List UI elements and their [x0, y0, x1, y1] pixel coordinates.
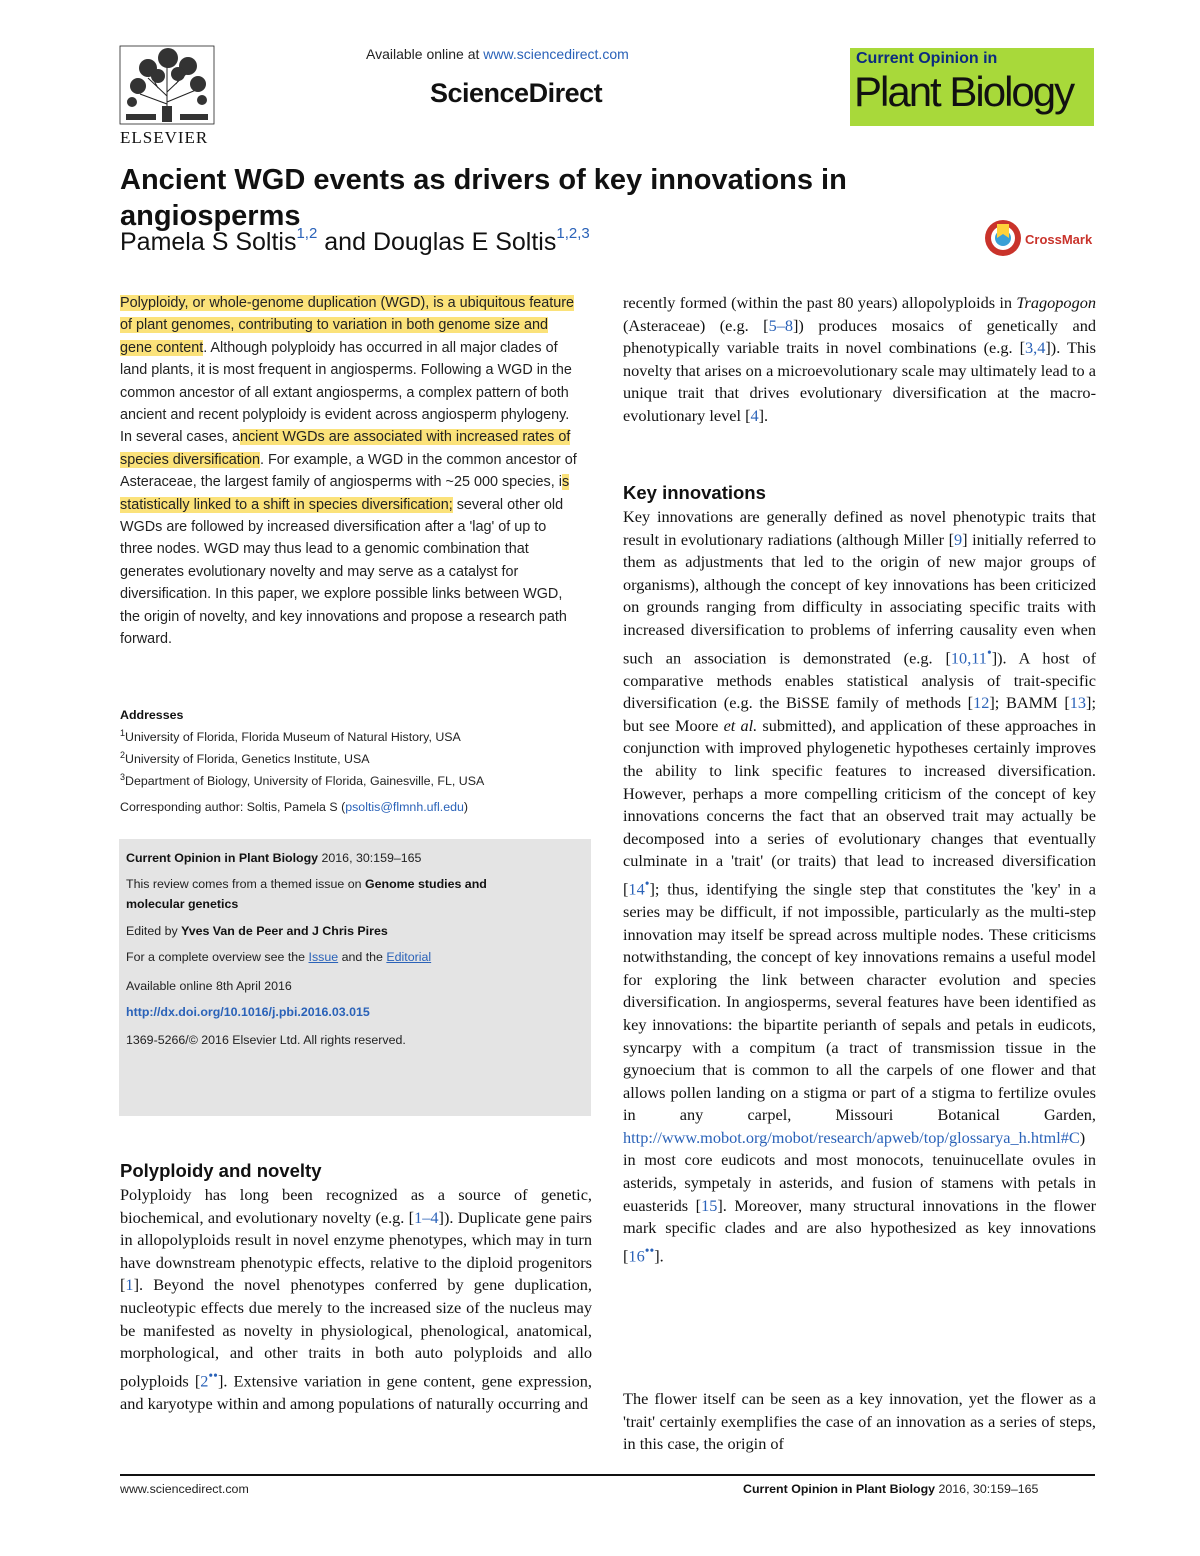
corresponding-author	[120, 800, 468, 814]
corresp-prefix: Corresponding author: Soltis, Pamela S (	[120, 800, 346, 814]
poly-text-3: ]. Beyond the novel phenotypes conferred by gene duplication, nucleotypic effects due merely to the increased size of the nucleus may be manifested as novelty in physiological, phenological, anatomical, morphological, and other traits in both auto polyploids and allo polyploids [	[120, 1275, 592, 1391]
sciencedirect-link[interactable]: www.sciencedirect.com	[483, 46, 629, 62]
key-innovations-paragraph	[623, 506, 1096, 1268]
corresp-email-link[interactable]: psoltis@flmnh.ufl.edu	[345, 800, 464, 814]
key-text-1: Key innovations are generally defined as novel phenotypic traits that result in evolutionary radiations (although Miller [	[623, 507, 1096, 549]
intro-text-5: ].	[758, 405, 769, 425]
footer-journal: Current Opinion in Plant Biology	[743, 1482, 936, 1496]
info-theme-prefix: This review comes from a themed issue on	[126, 877, 365, 891]
info-editors	[126, 924, 388, 938]
ref-link[interactable]: 9	[954, 529, 963, 549]
mobot-glossary-link[interactable]: http://www.mobot.org/mobot/research/apweb/top/glossarya_h.html#C	[623, 1127, 1080, 1147]
footer-divider	[120, 1474, 1095, 1476]
intro-text-4: ]). This novelty that arises on a microevolutionary scale may ultimately lead to a unique trait that drives evolutionary diversification at the macro-evolutionary level [	[623, 338, 1096, 425]
ref-marker: ••	[644, 1242, 655, 1258]
ref-link[interactable]: 1–4	[414, 1207, 439, 1227]
footer-citation	[743, 1482, 1038, 1496]
info-theme-bold-2: molecular genetics	[126, 897, 239, 911]
info-edited-prefix: Edited by	[126, 924, 182, 938]
author-1-affil[interactable]: 1,2	[296, 225, 318, 242]
intro-text-1: recently formed (within the past 80 years) allopolyploids in	[623, 293, 1017, 312]
info-theme-2	[126, 897, 238, 911]
abstract-text-1: . Although polyploidy has occurred in all major clades of land plants, it is most frequent in angiosperms. Following a WGD in the common ancestor of all extant angiosperms, a complex pattern of both ancient and recent polyploidy is evident across angiosperm phylogeny. In several cases, a	[120, 339, 572, 446]
available-online-line	[366, 46, 629, 62]
ref-marker: ••	[208, 1367, 218, 1383]
key-text-9: ]. Moreover, many structural innovations in the flower mark specific clades and are also hypothesized as key innovations [	[623, 1195, 1096, 1266]
address-1	[120, 724, 590, 746]
abstract	[120, 292, 580, 651]
address-2-text: University of Florida, Genetics Institute, USA	[125, 752, 370, 767]
key-text-7: ]; thus, identifying the single step that constitutes the 'key' in a series may be difficult, if not impossible, particularly as the multi-step innovation may itself be spread across multiple nodes. These criticisms notwithstanding, the concept of key innovations remains a useful model for exploring the link between character evolution and species diversification. In angiosperms, several features have been identified as key innovations: the bipartite perianth of sepals and petals in eudicots, syncarpy with a compitum (a tract of transmission tissue in the gynoecium that is common to all the carpels of one flower and that allows pollen landing on a stigma or part of a stigma to fertilize ovules in any carpel, Missouri Botanical Garden,	[623, 879, 1096, 1125]
key-text-2: ] initially referred to them as adjustments that led to the origin of new major groups of organisms), although the concept of key innovations has been criticized on grounds ranging from difficulty in associating specific traits with increased diversification to problems of inferring causality even when such an association is demonstrated (e.g. [	[623, 529, 1097, 667]
key-text-8: ) in most core eudicots and most monocots, tenuinucellate ovules in asterids, sympetaly in asterids, and fusion of stamens with petals in euasterids [	[623, 1127, 1096, 1215]
journal-banner-line1: Current Opinion in	[856, 50, 998, 67]
abstract-highlight-3: s statistically linked to a shift in species diversification;	[120, 474, 570, 513]
abstract-text-3: several other old WGDs are followed by increased diversification after a 'lag' of up to three nodes. WGD may thus lead to a genomic combination that generates evolutionary novelty and may serve as a catalyst for diversification. In this paper, we explore possible links between WGD, the origin of novelty, and key innovations and propose a research path forward.	[120, 496, 567, 648]
intro-text-3: ]) produces mosaics of genetically and phenotypically variable traits in novel combinations (e.g. [	[623, 315, 1096, 358]
key-text-3: ]). A host of comparative methods enables statistical analysis of trait-specific diversification (e.g. the BiSSE family of methods [	[623, 647, 1096, 713]
ref-link[interactable]: 1	[125, 1275, 134, 1295]
info-citation-text: 2016, 30:159–165	[318, 851, 422, 865]
publisher-name: ELSEVIER	[120, 128, 209, 147]
ref-marker: •	[644, 875, 650, 891]
ref-link[interactable]: 15	[701, 1195, 718, 1215]
poly-text-2: ]). Duplicate gene pairs in allopolyploids result in novel enzyme phenotypes, which may in turn have downstream phenotypic effects, relative to the diploid progenitors [	[120, 1207, 593, 1295]
poly-text-4: ]. Extensive variation in gene content, gene expression, and karyotype within and among populations of naturally occurring and	[120, 1371, 592, 1413]
addresses	[120, 706, 590, 790]
corresp-suffix: )	[463, 800, 469, 814]
author-and: and	[317, 228, 373, 256]
author-2-affil[interactable]: 1,2,3	[556, 225, 590, 242]
key-text-10: ].	[654, 1246, 664, 1266]
info-overview	[126, 950, 431, 964]
section-heading-key-innovations: Key innovations	[623, 482, 766, 503]
ref-link[interactable]: 3,4	[1025, 338, 1046, 358]
footer-citation-text: 2016, 30:159–165	[935, 1482, 1039, 1496]
author-1: Pamela S Soltis	[120, 228, 297, 256]
key-text-4: ]; BAMM [	[989, 693, 1070, 713]
info-available: Available online 8th April 2016	[126, 979, 292, 993]
author-2: Douglas E Soltis	[372, 228, 557, 256]
ref-link[interactable]: 10,11	[950, 647, 987, 667]
journal-banner-line2: Plant Biology	[854, 68, 1074, 115]
crossmark-icon[interactable]	[983, 218, 1099, 258]
address-3-text: Department of Biology, University of Florida, Gainesville, FL, USA	[125, 774, 485, 789]
info-theme-bold-1: Genome studies and	[364, 877, 487, 891]
ref-marker: •	[986, 644, 992, 660]
address-2-num: 2	[120, 750, 126, 761]
ref-link[interactable]: 2	[200, 1371, 209, 1391]
abstract-highlight-1: Polyploidy, or whole-genome duplication (WGD), is a ubiquitous feature of plant genomes, contributing to variation in both genome size and gene content	[120, 295, 575, 356]
abstract-text-2: . For example, a WGD in the common ancestor of Asteraceae, the largest family of angiosperms with ~25 000 species, i	[120, 451, 577, 491]
info-copyright: 1369-5266/© 2016 Elsevier Ltd. All rights reserved.	[126, 1033, 406, 1047]
ref-link[interactable]: 13	[1069, 693, 1087, 713]
address-1-num: 1	[120, 728, 126, 738]
sciencedirect-title: ScienceDirect	[430, 78, 603, 108]
intro-text-2: (Asteraceae) (e.g. [	[623, 315, 769, 335]
ref-link[interactable]: 16	[628, 1246, 645, 1266]
info-theme-1	[126, 877, 487, 891]
authors	[120, 225, 590, 257]
address-2	[120, 746, 590, 768]
polyploidy-paragraph	[120, 1184, 592, 1415]
intro-continued-paragraph	[623, 292, 1096, 428]
article-info-box	[119, 839, 591, 1116]
info-overview-prefix: For a complete overview see the	[126, 950, 309, 964]
ref-link[interactable]: 12	[973, 693, 990, 713]
editorial-link[interactable]: Editorial	[386, 950, 432, 964]
intro-genus: Tragopogon	[1016, 293, 1096, 312]
available-online-text: Available online at	[366, 46, 484, 62]
info-citation	[126, 851, 421, 865]
address-3-num: 3	[120, 772, 126, 783]
poly-text-1: Polyploidy has long been recognized as a source of genetic, biochemical, and evolutionary novelty (e.g. [	[120, 1185, 592, 1227]
address-3	[120, 768, 590, 790]
key-text-6: submitted), and application of these approaches in conjunction with improved phylogenetic hypotheses certainly improves the ability to link specific features to increased diversification. However, perhaps a more compelling criticism of the concept of key innovations concerns the fact that an observed trait may actually be decomposed into a series of evolutionary changes that eventually culminate in a 'trait' (or traits) that lead to increased diversification [	[623, 715, 1096, 899]
abstract-highlight-2: ncient WGDs are associated with increased rates of species diversification	[120, 429, 571, 468]
journal-banner	[850, 48, 1094, 126]
ref-link[interactable]: 4	[750, 405, 759, 425]
key-etal: et al.	[723, 715, 758, 735]
flower-paragraph: The flower itself can be seen as a key innovation, yet the flower as a 'trait' certainly exemplifies the case of an innovation as a series of steps, in this case, the origin of	[623, 1389, 1096, 1454]
issue-link[interactable]: Issue	[308, 950, 339, 964]
addresses-title: Addresses	[120, 708, 184, 722]
paper-title: Ancient WGD events as drivers of key innovations in angiosperms	[120, 164, 847, 232]
footer-website[interactable]: www.sciencedirect.com	[120, 1482, 249, 1496]
crossmark-label: CrossMark	[1025, 232, 1093, 247]
section-heading-polyploidy: Polyploidy and novelty	[120, 1160, 322, 1181]
address-1-text: University of Florida, Florida Museum of Natural History, USA	[125, 730, 461, 745]
key-text-5: ]; but see Moore	[623, 693, 1096, 735]
info-overview-mid: and the	[338, 950, 387, 964]
ref-link[interactable]: 14	[628, 879, 645, 899]
info-editors-names: Yves Van de Peer and J Chris Pires	[181, 924, 388, 938]
ref-link[interactable]: 5–8	[768, 315, 793, 335]
info-journal: Current Opinion in Plant Biology	[126, 851, 319, 865]
doi-link[interactable]: http://dx.doi.org/10.1016/j.pbi.2016.03.015	[126, 1005, 370, 1019]
